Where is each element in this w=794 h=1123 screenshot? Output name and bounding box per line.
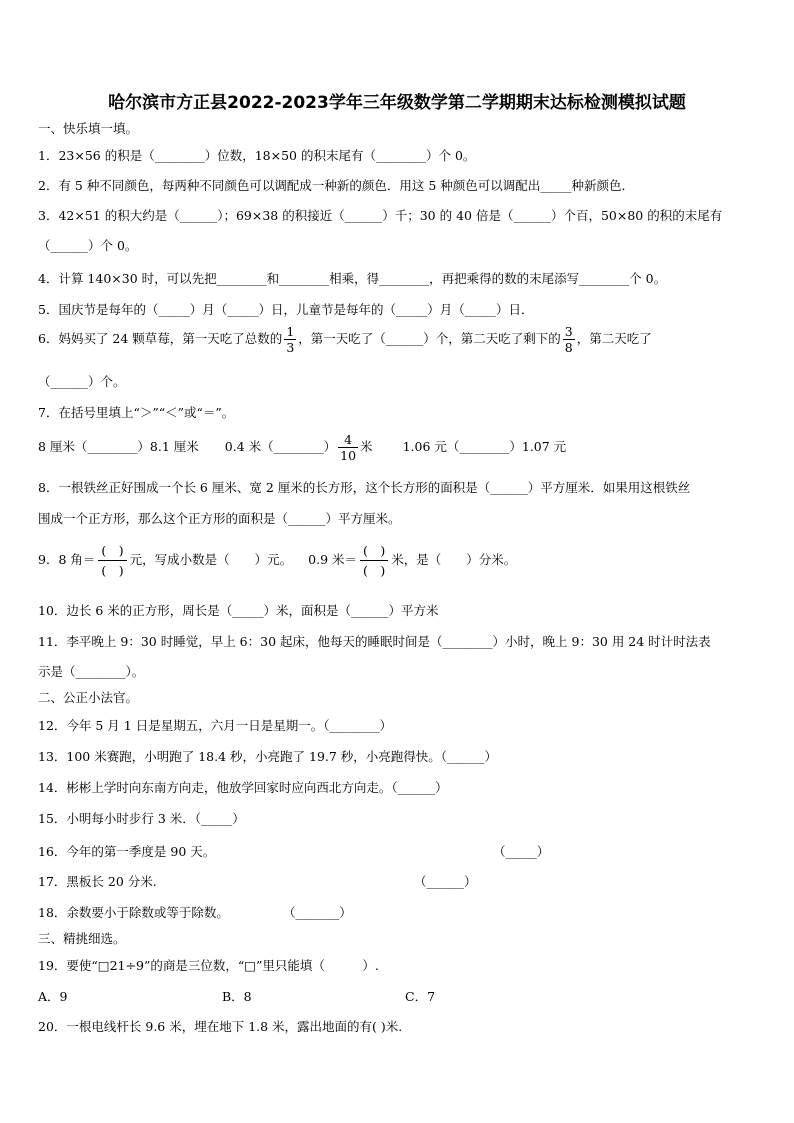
question-17-text: 17．黑板长 20 分米. bbox=[38, 874, 157, 889]
fraction-blank-1: ( ) ( ) bbox=[98, 541, 126, 580]
fraction-three-eighths: $\frac{3}{8}$ bbox=[564, 324, 573, 355]
q6-part-2: ，第一天吃了（______）个，第二天吃了剩下的 bbox=[298, 331, 561, 346]
question-2: 2．有 5 种不同颜色，每两种不同颜色可以调配成一种新的颜色．用这 5 种颜色可以调配出_____种新颜色． bbox=[38, 178, 635, 193]
question-8-line-2: 围成一个正方形，那么这个正方形的面积是（______）平方厘米。 bbox=[38, 511, 401, 526]
question-3-line-1: 3．42×51 的积大约是（______）；69×38 的积接近（______）千；30 的 40 倍是（______）个百，50×80 的积的末尾有 bbox=[38, 208, 723, 223]
question-16-text: 16．今年的第一季度是 90 天。 bbox=[38, 844, 216, 859]
question-1: 1．23×56 的积是（________）位数，18×50 的积末尾有（________）个 0。 bbox=[38, 148, 476, 163]
question-18-text: 18．余数要小于除数或等于除数。 bbox=[38, 905, 229, 920]
section-heading-choice: 三、精挑细选。 bbox=[38, 931, 126, 946]
question-4: 4．计算 140×30 时，可以先把________和________相乘，得________，再把乘得的数的末尾添写________个 0。 bbox=[38, 271, 667, 286]
q19-option-c: C．7 bbox=[405, 989, 436, 1004]
question-6-line-2: （______）个。 bbox=[38, 374, 126, 389]
question-19: 19．要使“□21÷9”的商是三位数，“□”里只能填（ ）. bbox=[38, 958, 379, 973]
fraction-one-third: $\frac{1}{3}$ bbox=[286, 324, 295, 355]
question-15: 15．小明每小时步行 3 米．（_____） bbox=[38, 811, 245, 826]
question-6-line-1 bbox=[38, 324, 652, 355]
section-heading-judge: 二、公正小法官。 bbox=[38, 690, 139, 705]
question-17-blank: （______） bbox=[414, 874, 477, 889]
q9-part-4: 米，是（ ）分米。 bbox=[391, 552, 517, 567]
q9-part-2: 元，写成小数是（ ）元。 bbox=[129, 552, 293, 567]
question-7: 7．在括号里填上“＞”“＜”或“＝”。 bbox=[38, 405, 235, 420]
q9-part-1: 9．8 角＝ bbox=[38, 552, 96, 567]
q6-part-1: 6．妈妈买了 24 颗草莓，第一天吃了总数的 bbox=[38, 331, 283, 346]
question-5: 5．国庆节是每年的（_____）月（_____）日，儿童节是每年的（_____）月（_____）日． bbox=[38, 302, 534, 317]
question-18-blank: （_______） bbox=[283, 905, 352, 920]
question-11-line-1: 11．李平晚上 9：30 时睡觉，早上 6：30 起床，他每天的睡眠时间是（________）小时，晚上 9：30 用 24 时计时法表 bbox=[38, 634, 711, 649]
fraction-four-tenths: $\frac{4}{10}$ bbox=[340, 432, 357, 463]
question-11-line-2: 示是（________）。 bbox=[38, 664, 145, 679]
question-8-line-1: 8．一根铁丝正好围成一个长 6 厘米、宽 2 厘米的长方形，这个长方形的面积是（______）平方厘米．如果用这根铁丝 bbox=[38, 480, 691, 495]
question-9 bbox=[38, 541, 516, 580]
section-heading-fill: 一、快乐填一填。 bbox=[38, 121, 139, 136]
q7-item-b-left: 0.4 米（________） bbox=[224, 439, 337, 454]
question-7-row bbox=[38, 432, 566, 463]
question-16-blank: （_____） bbox=[493, 844, 550, 859]
q7-item-a: 8 厘米（________）8.1 厘米 bbox=[38, 439, 199, 454]
question-20: 20．一根电线杆长 9.6 米，埋在地下 1.8 米，露出地面的有( )米. bbox=[38, 1019, 403, 1034]
question-10: 10．边长 6 米的正方形，周长是（_____）米，面积是（______）平方米 bbox=[38, 603, 439, 618]
fraction-blank-2: ( ) ( ) bbox=[360, 541, 388, 580]
question-14: 14．彬彬上学时向东南方向走，他放学回家时应向西北方向走。（______） bbox=[38, 780, 448, 795]
q7-item-b-unit: 米 bbox=[360, 439, 373, 454]
question-3-line-2: （______）个 0。 bbox=[38, 238, 138, 253]
q6-part-3: ，第二天吃了 bbox=[576, 331, 652, 346]
question-12: 12．今年 5 月 1 日是星期五，六月一日是星期一。（________） bbox=[38, 718, 392, 733]
q7-item-c: 1.06 元（________）1.07 元 bbox=[402, 439, 567, 454]
q19-option-a: A．9 bbox=[38, 989, 68, 1004]
q9-part-3: 0.9 米＝ bbox=[308, 552, 358, 567]
question-13: 13．100 米赛跑，小明跑了 18.4 秒，小亮跑了 19.7 秒，小亮跑得快。（______） bbox=[38, 749, 498, 764]
q19-option-b: B．8 bbox=[222, 989, 252, 1004]
page-title: 哈尔滨市方正县2022-2023学年三年级数学第二学期期末达标检测模拟试题 bbox=[108, 93, 686, 113]
